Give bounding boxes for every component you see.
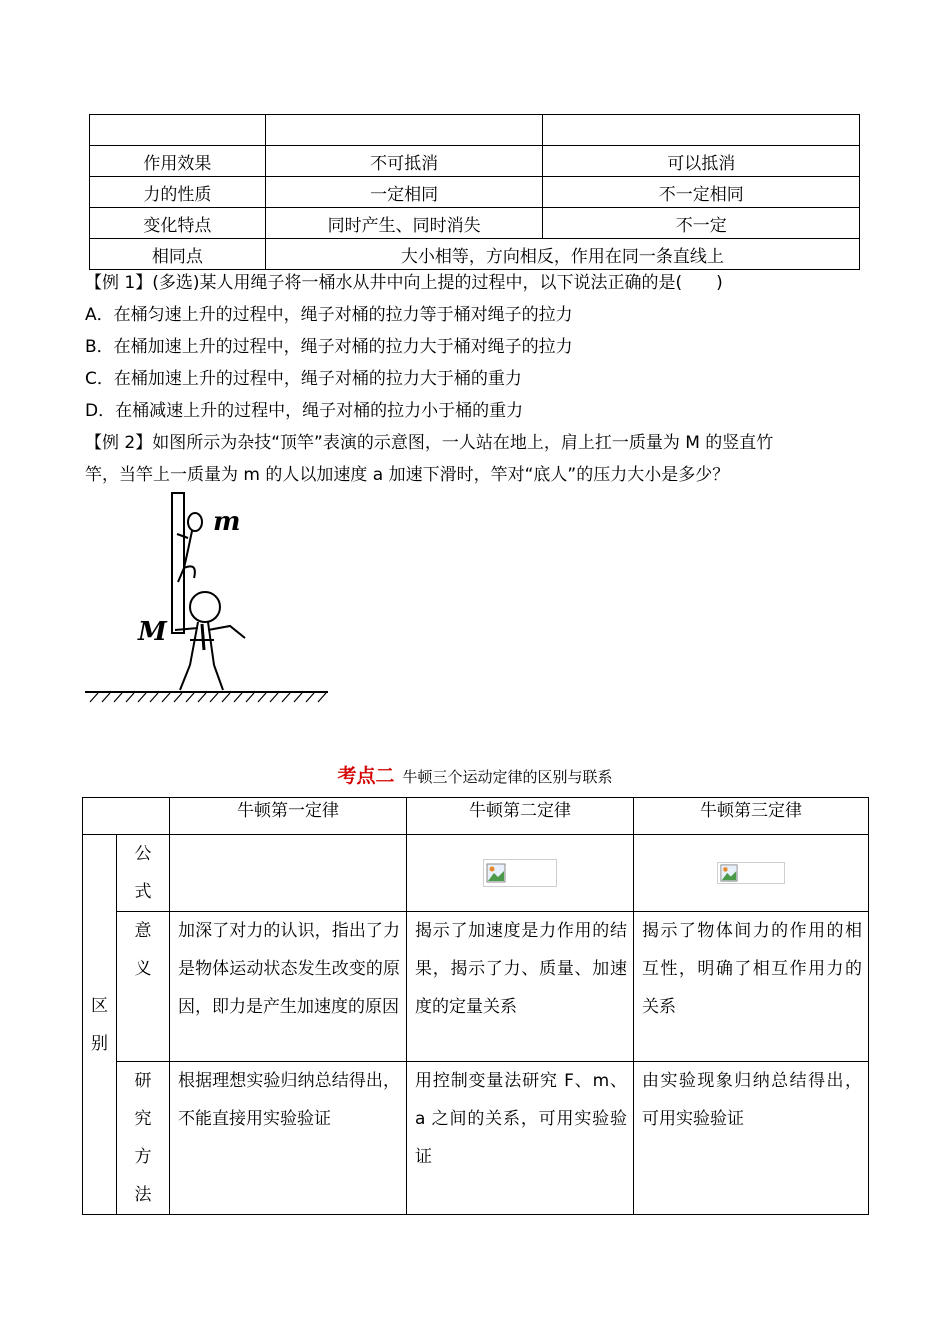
table-cell: 不可抵消 xyxy=(265,146,543,177)
table-row xyxy=(83,1062,869,1215)
section-heading xyxy=(0,761,950,788)
method-label-char: 研 xyxy=(134,1071,152,1091)
meaning-first-law: 加深了对力的认识，指出了力是物体运动状态发生改变的原因，即力是产生加速度的原因 xyxy=(170,912,407,1062)
meaning-third-law: 揭示了物体间力的作用的相互性，明确了相互作用力的关系 xyxy=(634,912,869,1062)
table-cell: 同时产生、同时消失 xyxy=(265,208,543,239)
option-a: A．在桶匀速上升的过程中，绳子对桶的拉力等于桶对绳子的拉力 xyxy=(85,305,573,325)
table-cell: 一定相同 xyxy=(265,177,543,208)
header-first-law: 牛顿第一定律 xyxy=(170,798,407,835)
method-label-char: 法 xyxy=(134,1185,152,1205)
option-b: B．在桶加速上升的过程中，绳子对桶的拉力大于桶对绳子的拉力 xyxy=(85,337,573,357)
section-tag: 考点二 xyxy=(337,765,395,787)
table-row xyxy=(90,146,860,177)
section-title: 牛顿三个运动定律的区别与联系 xyxy=(402,768,613,786)
table-cell: 可以抵消 xyxy=(543,146,860,177)
group-label-char: 别 xyxy=(91,1033,108,1054)
header-second-law: 牛顿第二定律 xyxy=(407,798,634,835)
row-label: 作用效果 xyxy=(90,146,266,177)
formula-first-law xyxy=(170,835,407,912)
meaning-label-char: 意 xyxy=(134,921,152,941)
pole-acrobatics-figure xyxy=(80,490,340,710)
meaning-label-cell xyxy=(117,912,170,1062)
formula-second-law xyxy=(407,835,634,912)
table-cell xyxy=(543,115,860,146)
broken-image-icon xyxy=(483,859,557,887)
newton-laws-table xyxy=(82,797,869,1215)
table-row xyxy=(83,912,869,1062)
formula-third-law xyxy=(634,835,869,912)
method-second-law: 用控制变量法研究 F、m、a 之间的关系，可用实验验证 xyxy=(407,1062,634,1215)
label-m: m xyxy=(213,507,241,537)
table-row xyxy=(90,177,860,208)
method-label-cell xyxy=(117,1062,170,1215)
table-cell: 不一定 xyxy=(543,208,860,239)
group-label-char: 区 xyxy=(91,995,108,1016)
top-person-head xyxy=(188,513,202,531)
table-row xyxy=(83,835,869,912)
bottom-person-body xyxy=(175,622,245,690)
example2-line2: 竿，当竿上一质量为 m 的人以加速度 a 加速下滑时，竿对“底人”的压力大小是多少？ xyxy=(85,465,730,485)
pole xyxy=(172,493,184,633)
label-M: M xyxy=(138,617,167,647)
header-third-law: 牛顿第三定律 xyxy=(634,798,869,835)
row-label: 力的性质 xyxy=(90,177,266,208)
table-cell: 不一定相同 xyxy=(543,177,860,208)
group-label-cell xyxy=(83,835,117,1215)
table-row xyxy=(90,115,860,146)
row-label: 变化特点 xyxy=(90,208,266,239)
formula-label-char: 公 xyxy=(134,844,152,864)
formula-label-cell xyxy=(117,835,170,912)
row-label: 相同点 xyxy=(90,239,266,270)
corner-cell xyxy=(83,798,170,835)
table-cell: 大小相等，方向相反，作用在同一条直线上 xyxy=(265,239,859,270)
table-cell xyxy=(90,115,266,146)
table-row xyxy=(83,798,869,835)
option-c: C．在桶加速上升的过程中，绳子对桶的拉力大于桶的重力 xyxy=(85,369,522,389)
comparison-table xyxy=(89,114,860,270)
example2-line1: 【例 2】如图所示为杂技“顶竿”表演的示意图，一人站在地上，肩上扛一质量为 M 的竖直竹 xyxy=(85,433,774,453)
meaning-label-char: 义 xyxy=(134,959,152,979)
formula-label-char: 式 xyxy=(134,882,152,902)
method-third-law: 由实验现象归纳总结得出，可用实验验证 xyxy=(634,1062,869,1215)
meaning-second-law: 揭示了加速度是力作用的结果，揭示了力、质量、加速度的定量关系 xyxy=(407,912,634,1062)
broken-image-icon xyxy=(717,862,785,884)
method-label-char: 究 xyxy=(134,1109,152,1129)
bottom-person-head xyxy=(190,592,220,622)
table-cell xyxy=(265,115,543,146)
method-label-char: 方 xyxy=(134,1147,152,1167)
tie xyxy=(202,624,204,650)
table-row xyxy=(90,239,860,270)
option-d: D．在桶减速上升的过程中，绳子对桶的拉力小于桶的重力 xyxy=(85,401,524,421)
table-row xyxy=(90,208,860,239)
example1-title: 【例 1】(多选)某人用绳子将一桶水从井中向上提的过程中，以下说法正确的是( ) xyxy=(85,273,723,293)
method-first-law: 根据理想实验归纳总结得出，不能直接用实验验证 xyxy=(170,1062,407,1215)
ground-hatching xyxy=(90,693,326,702)
